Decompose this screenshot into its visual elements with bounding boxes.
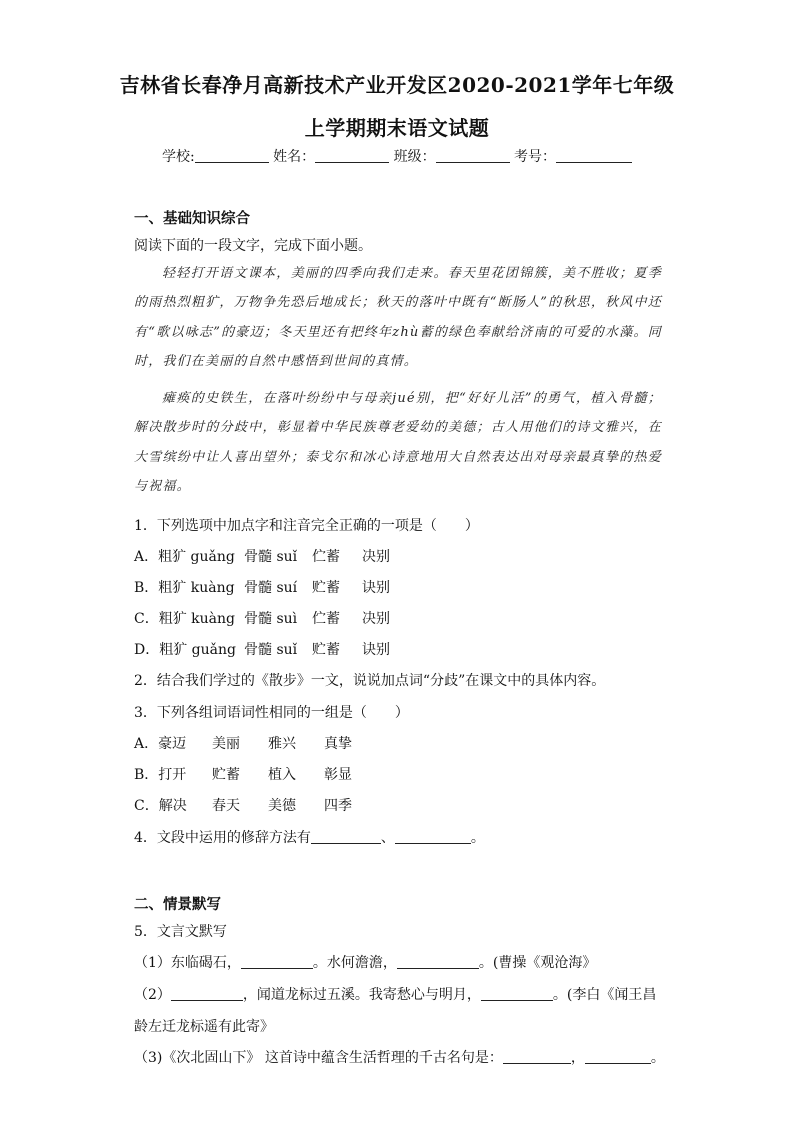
option-text: 骨髓 suǐ — [244, 549, 298, 565]
question-text: 4．文段中运用的修辞方法有 — [134, 830, 311, 846]
period: 。 — [650, 1050, 665, 1066]
option-row[interactable] — [134, 639, 390, 659]
option-text: 伫蓄 — [312, 611, 340, 627]
recitation-line — [134, 952, 596, 972]
passage-paragraph: 瘫痪的史铁生，在落叶纷纷中与母亲jué别，把“好好儿活”的勇气，植入骨髓；解决散步时的分歧中，彰显着中华民族尊老爱幼的美德；古人用他们的诗文雅兴，在大雪缤纷中让人喜出望外；泰戈尔和冰心诗意地用大自然表达出对母亲最真挚的热爱与祝福。 — [134, 391, 662, 495]
option-text: 伫蓄 — [312, 549, 340, 565]
option-text: 骨髓 suì — [244, 611, 298, 627]
option-text: D．粗犷 guǎng — [134, 642, 236, 658]
option-text: 美丽 — [212, 736, 240, 752]
exam-number-field[interactable] — [556, 148, 632, 163]
option-text: 贮蓄 — [312, 642, 340, 658]
question-stem: 3．下列各组词语词性相同的一组是（ ） — [134, 705, 409, 721]
option-text: 决别 — [362, 611, 390, 627]
poem-text: 。水何澹澹， — [312, 955, 397, 971]
answer-blank[interactable] — [311, 829, 381, 844]
page-subtitle: 上学期期末语文试题 — [304, 116, 490, 140]
option-text: 贮蓄 — [312, 580, 340, 596]
option-text: 雅兴 — [268, 736, 296, 752]
option-text: C．解决 — [134, 798, 187, 814]
poem-text: （2） — [134, 987, 171, 1003]
option-text: C．粗犷 kuàng — [134, 611, 235, 627]
period: 。 — [470, 830, 485, 846]
option-text: 美德 — [268, 798, 296, 814]
option-row[interactable] — [134, 546, 390, 566]
option-row[interactable] — [134, 733, 352, 753]
poem-text: （1）东临碣石， — [134, 955, 241, 971]
option-row[interactable] — [134, 764, 352, 784]
school-field[interactable] — [195, 148, 269, 163]
recitation-line — [134, 984, 656, 1004]
option-text: A．粗犷 guǎng — [134, 549, 235, 565]
exam-number-label: 考号： — [514, 149, 557, 165]
option-text: 骨髓 suí — [244, 580, 298, 596]
option-text: 四季 — [324, 798, 352, 814]
class-label: 班级： — [393, 149, 436, 165]
option-text: 诀别 — [362, 580, 390, 596]
school-label: 学校: — [161, 149, 195, 165]
question-stem: 2．结合我们学过的《散步》一文，说说加点词“分歧”在课文中的具体内容。 — [134, 673, 606, 689]
option-row[interactable] — [134, 795, 352, 815]
option-text: 春天 — [212, 798, 240, 814]
section-heading: 一、基础知识综合 — [134, 210, 250, 227]
question-fill-blank — [134, 827, 485, 847]
poem-source: 。(李白《闻王昌 — [552, 987, 657, 1003]
separator: ， — [570, 1050, 585, 1066]
option-text: 植入 — [268, 767, 296, 783]
answer-blank[interactable] — [503, 1049, 571, 1064]
student-info-row — [0, 146, 794, 166]
option-text: 诀别 — [362, 642, 390, 658]
question-stem: 5．文言文默写 — [134, 924, 227, 940]
option-text: A．豪迈 — [134, 736, 187, 752]
poem-text: ，闻道龙标过五溪。我寄愁心与明月， — [242, 987, 481, 1003]
option-text: 骨髓 suǐ — [244, 642, 298, 658]
option-text: 真挚 — [324, 736, 352, 752]
section-heading: 二、情景默写 — [134, 896, 221, 913]
recitation-line-continued: 龄左迁龙标遥有此寄》 — [134, 1019, 274, 1035]
answer-blank[interactable] — [585, 1049, 651, 1064]
answer-blank[interactable] — [481, 986, 553, 1001]
answer-blank[interactable] — [171, 986, 243, 1001]
answer-blank[interactable] — [395, 829, 471, 844]
reading-passage — [134, 259, 662, 501]
poem-source: 。(曹操《观沧海》 — [478, 955, 597, 971]
option-row[interactable] — [134, 608, 390, 628]
option-text: 贮蓄 — [212, 767, 240, 783]
option-text: 彰显 — [324, 767, 352, 783]
option-text: B．打开 — [134, 767, 187, 783]
page-title: 吉林省长春净月高新技术产业开发区2020-2021学年七年级 — [119, 73, 675, 97]
option-row[interactable] — [134, 577, 390, 597]
option-text: 决别 — [362, 549, 390, 565]
separator: 、 — [380, 830, 395, 846]
answer-blank[interactable] — [397, 954, 479, 969]
class-field[interactable] — [436, 148, 510, 163]
option-text: B．粗犷 kuàng — [134, 580, 235, 596]
name-field[interactable] — [315, 148, 389, 163]
question-stem: 1．下列选项中加点字和注音完全正确的一项是（ ） — [134, 518, 479, 534]
name-label: 姓名： — [273, 149, 316, 165]
answer-blank[interactable] — [241, 954, 313, 969]
instruction: 阅读下面的一段文字，完成下面小题。 — [134, 238, 372, 254]
recitation-line — [134, 1047, 665, 1067]
poem-text: （3)《次北固山下》 这首诗中蕴含生活哲理的千古名句是： — [134, 1050, 503, 1066]
passage-paragraph: 轻轻打开语文课本，美丽的四季向我们走来。春天里花团锦簇，美不胜收；夏季的雨热烈粗犷，万物争先恐后地成长；秋天的落叶中既有“断肠人”的秋思，秋风中还有“歌以咏志”的豪迈；冬天里还有把终年zhù蓄的绿色奉献给济南的可爱的水藻。同时，我们在美丽的自然中感悟到世间的真情。 — [134, 266, 662, 369]
